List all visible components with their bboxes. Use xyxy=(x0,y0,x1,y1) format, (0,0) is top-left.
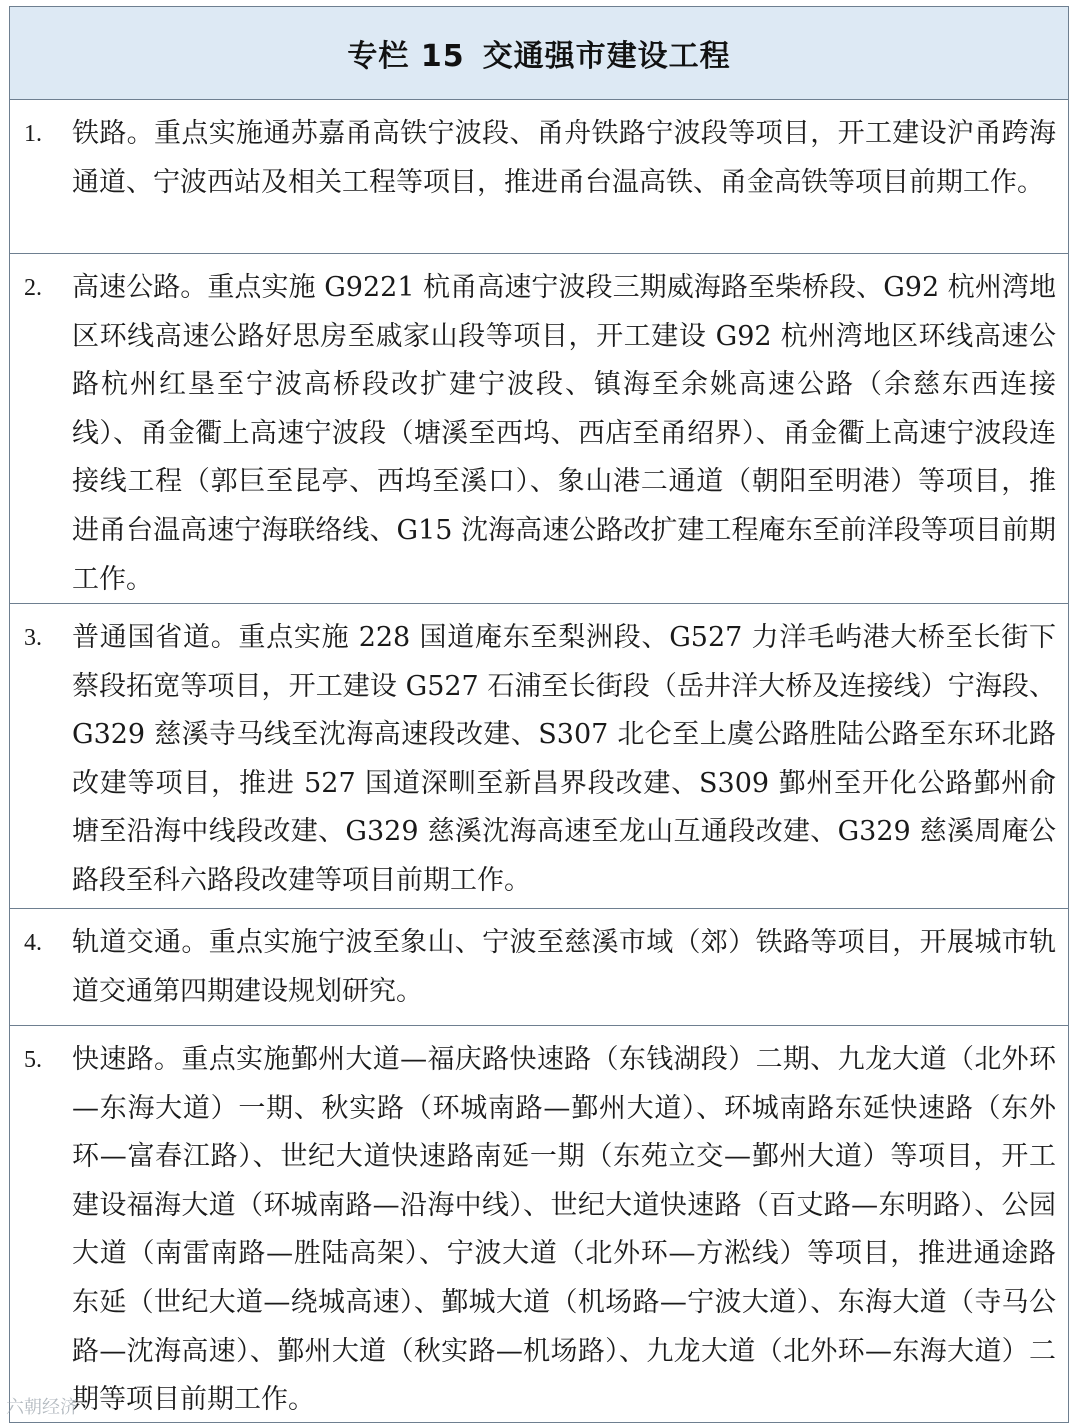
item-number: 4. xyxy=(24,930,42,956)
item-number: 3. xyxy=(24,625,42,651)
list-item-expressway xyxy=(10,1026,1068,1421)
list-item-highway xyxy=(10,254,1068,604)
column-title xyxy=(347,31,730,75)
column-label: 专栏 15 xyxy=(347,39,465,74)
item-text: 轨道交通。重点实施宁波至象山、宁波至慈溪市域（郊）铁路等项目，开展城市轨道交通第四期建设规划研究。 xyxy=(72,927,1056,1007)
list-item-railway xyxy=(10,100,1068,254)
list-item-national-provincial-roads xyxy=(10,604,1068,909)
item-number: 1. xyxy=(24,121,42,147)
item-text: 高速公路。重点实施 G9221 杭甬高速宁波段三期威海路至柴桥段、G92 杭州湾地区环线高速公路好思房至戚家山段等项目，开工建设 G92 杭州湾地区环线高速公路杭州红垦至宁波高桥段改扩建宁波段、镇海至余姚高速公路（余慈东西连接线）、甬金衢上高速宁波段（塘溪至西坞、西店至甬绍界）、甬金衢上高速宁波段连接线工程（郭巨至昆亭、西坞至溪口）、象山港二通道（朝阳至明港）等项目，推进甬台温高速宁海联络线、G15 沈海高速公路改扩建工程庵东至前洋段等项目前期工作。 xyxy=(72,272,1056,595)
column-header xyxy=(10,7,1068,100)
item-number: 5. xyxy=(24,1047,42,1073)
column-heading: 交通强市建设工程 xyxy=(482,39,731,74)
item-text: 快速路。重点实施鄞州大道—福庆路快速路（东钱湖段）二期、九龙大道（北外环—东海大道）一期、秋实路（环城南路—鄞州大道）、环城南路东延快速路（东外环—富春江路）、世纪大道快速路南延一期（东苑立交—鄞州大道）等项目，开工建设福海大道（环城南路—沿海中线）、世纪大道快速路（百丈路—东明路）、公园大道（南雷南路—胜陆高架）、宁波大道（北外环—方淞线）等项目，推进通途路东延（世纪大道—绕城高速）、鄞城大道（机场路—宁波大道）、东海大道（寺马公路—沈海高速）、鄞州大道（秋实路—机场路）、九龙大道（北外环—东海大道）二期等项目前期工作。 xyxy=(72,1044,1056,1416)
item-text: 铁路。重点实施通苏嘉甬高铁宁波段、甬舟铁路宁波段等项目，开工建设沪甬跨海通道、宁波西站及相关工程等项目，推进甬台温高铁、甬金高铁等项目前期工作。 xyxy=(72,118,1056,198)
column-panel xyxy=(9,6,1069,1423)
list-item-rail-transit xyxy=(10,909,1068,1026)
item-text: 普通国省道。重点实施 228 国道庵东至梨洲段、G527 力洋毛屿港大桥至长街下蔡段拓宽等项目，开工建设 G527 石浦至长街段（岳井洋大桥及连接线）宁海段、G329 慈溪寺马线至沈海高速段改建、S307 北仑至上虞公路胜陆公路至东环北路改建等项目，推进 527 国道深甽至新昌界段改建、S309 鄞州至开化公路鄞州俞塘至沿海中线段改建、G329 慈溪沈海高速至龙山互通段改建、G329 慈溪周庵公路段至科六路段改建等项目前期工作。 xyxy=(72,622,1056,896)
item-number: 2. xyxy=(24,275,42,301)
watermark: 六朝经济 xyxy=(6,1397,78,1418)
